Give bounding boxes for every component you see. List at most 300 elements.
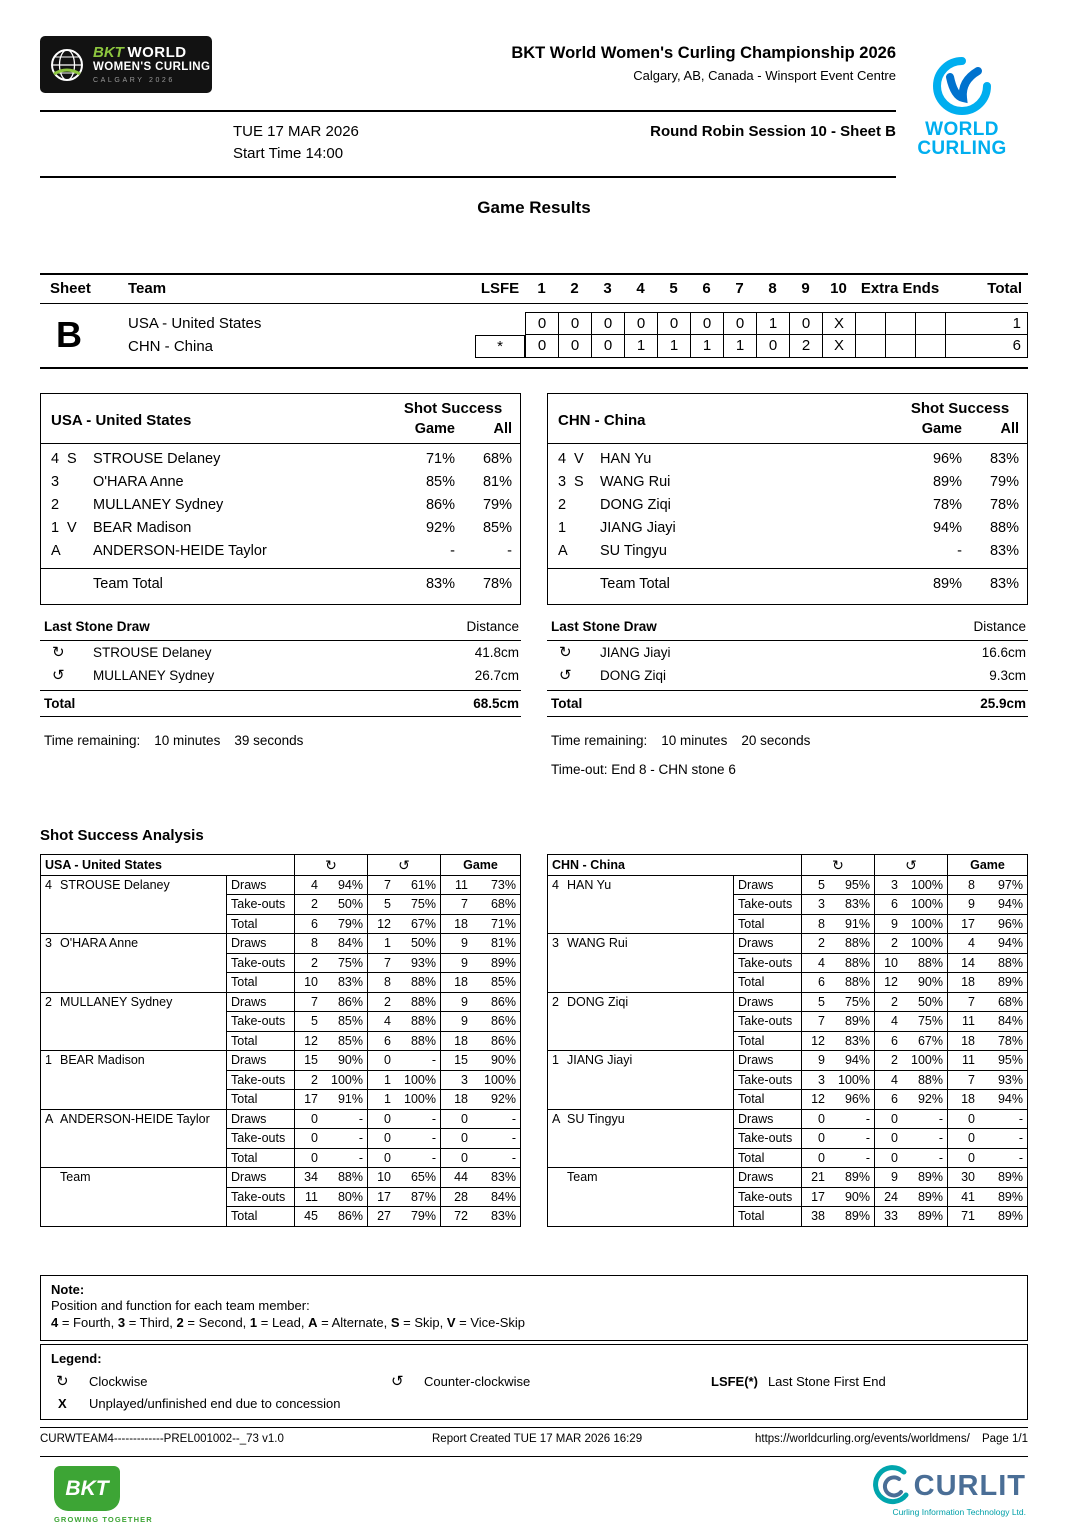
cw-count-cell: 3 bbox=[802, 1071, 828, 1091]
lsd-total-label: Total bbox=[551, 695, 583, 711]
cw-count-cell: 4 bbox=[295, 876, 321, 896]
ccw-count-cell: 1 bbox=[368, 1071, 394, 1091]
shot-category-label: Total bbox=[734, 1090, 802, 1110]
shot-category-label: Total bbox=[734, 973, 802, 993]
bkt-logo-world: WORLD bbox=[127, 44, 187, 62]
distance-label: Distance bbox=[973, 618, 1026, 634]
player-analysis-block bbox=[548, 876, 1027, 935]
game-pct-cell: 95% bbox=[978, 1051, 1027, 1071]
end-score-cell: 0 bbox=[657, 312, 690, 335]
game-count-cell: 7 bbox=[948, 993, 978, 1013]
player-game-pct: 94% bbox=[932, 520, 962, 536]
end-number-header: 1 bbox=[537, 279, 546, 297]
player-game-pct: - bbox=[957, 543, 962, 559]
player-function: S bbox=[67, 451, 77, 467]
team-name: CHN - China bbox=[558, 411, 646, 429]
cw-pct-cell: - bbox=[321, 1110, 368, 1130]
analysis-player-name bbox=[41, 1051, 227, 1110]
shot-category-label: Draws bbox=[227, 1168, 295, 1188]
ccw-count-cell: 0 bbox=[368, 1110, 394, 1130]
time-remaining-minutes: 10 minutes bbox=[661, 732, 728, 748]
last-stone-draw-section bbox=[547, 617, 1028, 717]
ccw-count-cell: 4 bbox=[875, 1071, 901, 1091]
game-count-cell: 0 bbox=[948, 1110, 978, 1130]
player-name: DONG Ziqi bbox=[600, 497, 671, 513]
game-pct-cell: 90% bbox=[471, 1051, 520, 1071]
player-position: 3 bbox=[558, 474, 567, 490]
ccw-count-cell: 7 bbox=[368, 954, 394, 974]
time-remaining-label: Time remaining: bbox=[44, 732, 141, 748]
team-total-label: Team Total bbox=[600, 576, 670, 592]
ccw-pct-cell: 100% bbox=[901, 915, 948, 935]
ccw-count-cell: 10 bbox=[875, 954, 901, 974]
team-column bbox=[547, 393, 1028, 777]
team-name: USA - United States bbox=[51, 411, 192, 429]
extra-end-cell bbox=[855, 312, 885, 335]
ccw-pct-cell: 88% bbox=[394, 993, 441, 1013]
cw-pct-cell: 75% bbox=[321, 954, 368, 974]
analysis-player-name bbox=[548, 1168, 734, 1227]
game-count-cell: 0 bbox=[441, 1110, 471, 1130]
game-count-cell: 71 bbox=[948, 1207, 978, 1227]
player-analysis-block bbox=[548, 1051, 1027, 1110]
team-total-row bbox=[49, 569, 512, 600]
cw-count-cell: 8 bbox=[802, 915, 828, 935]
cw-pct-cell: 100% bbox=[828, 1071, 875, 1091]
player-name: DONG Ziqi bbox=[567, 994, 629, 1009]
lsd-total-row bbox=[547, 690, 1028, 717]
concession-key: X bbox=[58, 1396, 67, 1412]
lsd-row bbox=[547, 664, 1028, 687]
worldcurling-url: https://worldcurling.org/events/worldmens/ bbox=[755, 1433, 970, 1446]
time-remaining-minutes: 10 minutes bbox=[154, 732, 221, 748]
cw-count-cell: 6 bbox=[295, 915, 321, 935]
ccw-count-cell: 24 bbox=[875, 1188, 901, 1208]
end-score-cell: 0 bbox=[789, 312, 822, 335]
game-column-header: Game bbox=[414, 420, 455, 437]
ccw-pct-cell: 79% bbox=[394, 1207, 441, 1227]
counter-clockwise-icon: ↺ bbox=[368, 855, 441, 876]
lsd-player-name: MULLANEY Sydney bbox=[93, 667, 215, 683]
shot-category-label: Take-outs bbox=[734, 1012, 802, 1032]
game-pct-cell: 89% bbox=[978, 973, 1027, 993]
ccw-pct-cell: 67% bbox=[394, 915, 441, 935]
game-count-cell: 9 bbox=[441, 1012, 471, 1032]
game-count-cell: 44 bbox=[441, 1168, 471, 1188]
ccw-count-cell: 12 bbox=[368, 915, 394, 935]
lsfe-column-header: LSFE bbox=[480, 279, 520, 297]
cw-pct-cell: - bbox=[828, 1149, 875, 1169]
counter-clockwise-icon: ↺ bbox=[391, 1373, 404, 1391]
player-position: 3 bbox=[45, 936, 52, 950]
player-row bbox=[556, 448, 1019, 471]
player-row bbox=[49, 471, 512, 494]
cw-pct-cell: 88% bbox=[828, 954, 875, 974]
shot-category-label: Total bbox=[734, 1207, 802, 1227]
lsd-player-name: DONG Ziqi bbox=[600, 667, 667, 683]
curlit-swoosh-icon bbox=[866, 1466, 910, 1506]
cw-pct-cell: 90% bbox=[828, 1188, 875, 1208]
cw-count-cell: 15 bbox=[295, 1051, 321, 1071]
analysis-player-name bbox=[548, 934, 734, 993]
game-pct-cell: 89% bbox=[471, 954, 520, 974]
cw-count-cell: 0 bbox=[802, 1110, 828, 1130]
end-number-header: 6 bbox=[702, 279, 711, 297]
ccw-pct-cell: - bbox=[901, 1129, 948, 1149]
counter-clockwise-label: Counter-clockwise bbox=[424, 1374, 531, 1390]
legend-box bbox=[40, 1344, 1028, 1420]
analysis-team-name: CHN - China bbox=[548, 855, 802, 876]
end-number-header: 7 bbox=[735, 279, 744, 297]
cw-pct-cell: 75% bbox=[828, 993, 875, 1013]
extra-end-cell bbox=[915, 335, 945, 358]
ccw-count-cell: 2 bbox=[875, 1051, 901, 1071]
cw-pct-cell: 83% bbox=[828, 895, 875, 915]
game-pct-cell: 88% bbox=[978, 954, 1027, 974]
game-pct-cell: 93% bbox=[978, 1071, 1027, 1091]
ccw-count-cell: 8 bbox=[368, 973, 394, 993]
game-pct-cell: - bbox=[978, 1129, 1027, 1149]
cw-pct-cell: 91% bbox=[321, 1090, 368, 1110]
cw-pct-cell: - bbox=[828, 1110, 875, 1130]
bkt-logo-womens-curling: WOMEN'S CURLING bbox=[93, 61, 211, 74]
game-count-cell: 3 bbox=[441, 1071, 471, 1091]
game-pct-cell: - bbox=[978, 1149, 1027, 1169]
shot-category-label: Take-outs bbox=[227, 1071, 295, 1091]
game-count-cell: 41 bbox=[948, 1188, 978, 1208]
player-all-pct: 83% bbox=[989, 543, 1019, 559]
game-count-cell: 18 bbox=[441, 1032, 471, 1052]
venue-line: Calgary, AB, Canada - Winsport Event Centre bbox=[633, 68, 896, 83]
cw-count-cell: 34 bbox=[295, 1168, 321, 1188]
game-count-cell: 0 bbox=[441, 1129, 471, 1149]
player-position: 4 bbox=[558, 451, 567, 467]
player-all-pct: 83% bbox=[989, 451, 1019, 467]
player-analysis-block bbox=[41, 993, 520, 1052]
ccw-pct-cell: 100% bbox=[394, 1090, 441, 1110]
cw-count-cell: 0 bbox=[295, 1129, 321, 1149]
game-count-cell: 11 bbox=[441, 876, 471, 896]
team-column-header: Team bbox=[128, 279, 167, 297]
ccw-count-cell: 0 bbox=[875, 1110, 901, 1130]
player-analysis-block bbox=[41, 876, 520, 935]
team-total-game-pct: 83% bbox=[425, 576, 455, 592]
document-id: CURWTEAM4-------------PREL001002--_73 v1.0 bbox=[40, 1433, 284, 1446]
team-panel bbox=[547, 393, 1028, 605]
shot-category-label: Take-outs bbox=[734, 1071, 802, 1091]
end-score-cell: 2 bbox=[789, 335, 822, 358]
cw-pct-cell: 88% bbox=[828, 973, 875, 993]
ccw-pct-cell: 92% bbox=[901, 1090, 948, 1110]
ccw-pct-cell: - bbox=[901, 1110, 948, 1130]
game-pct-cell: 68% bbox=[978, 993, 1027, 1013]
end-score-cell: X bbox=[822, 312, 855, 335]
cw-count-cell: 6 bbox=[802, 973, 828, 993]
player-position: 2 bbox=[51, 497, 60, 513]
score-row bbox=[125, 312, 1028, 335]
game-column-header: Game bbox=[948, 855, 1027, 876]
player-position: A bbox=[45, 1111, 54, 1126]
player-analysis-block bbox=[548, 1168, 1027, 1227]
extra-ends-header: Extra Ends bbox=[860, 279, 940, 297]
game-count-cell: 11 bbox=[948, 1051, 978, 1071]
cw-pct-cell: 83% bbox=[321, 973, 368, 993]
team-total-row bbox=[556, 569, 1019, 600]
cw-pct-cell: 91% bbox=[828, 915, 875, 935]
cw-pct-cell: 85% bbox=[321, 1012, 368, 1032]
cw-pct-cell: - bbox=[321, 1149, 368, 1169]
ccw-count-cell: 27 bbox=[368, 1207, 394, 1227]
cw-count-cell: 0 bbox=[295, 1149, 321, 1169]
cw-pct-cell: 88% bbox=[321, 1168, 368, 1188]
shot-category-label: Total bbox=[227, 1149, 295, 1169]
player-row bbox=[556, 517, 1019, 540]
end-score-cell: 1 bbox=[657, 335, 690, 358]
shot-category-label: Draws bbox=[734, 1051, 802, 1071]
player-name: WANG Rui bbox=[600, 474, 671, 490]
game-pct-cell: 83% bbox=[471, 1168, 520, 1188]
game-count-cell: 7 bbox=[441, 895, 471, 915]
ccw-pct-cell: 67% bbox=[901, 1032, 948, 1052]
sponsor-logos bbox=[40, 1466, 1028, 1524]
team-summary-section bbox=[40, 393, 1028, 777]
ccw-pct-cell: 87% bbox=[394, 1188, 441, 1208]
all-column-header: All bbox=[1000, 420, 1019, 437]
player-row bbox=[49, 540, 512, 563]
lsd-distance: 26.7cm bbox=[474, 667, 519, 683]
score-team-name: USA - United States bbox=[128, 314, 262, 332]
shot-category-label: Take-outs bbox=[227, 1012, 295, 1032]
cw-count-cell: 12 bbox=[295, 1032, 321, 1052]
extra-end-cell bbox=[915, 312, 945, 335]
time-remaining bbox=[547, 733, 1028, 748]
note-box bbox=[40, 1275, 1028, 1342]
cw-pct-cell: 90% bbox=[321, 1051, 368, 1071]
end-score-cell: 0 bbox=[558, 335, 591, 358]
team-total-game-pct: 89% bbox=[932, 576, 962, 592]
game-pct-cell: 89% bbox=[978, 1168, 1027, 1188]
shot-category-label: Take-outs bbox=[227, 1188, 295, 1208]
world-curling-word2: CURLING bbox=[917, 138, 1007, 160]
player-function: S bbox=[574, 474, 584, 490]
game-count-cell: 18 bbox=[948, 1090, 978, 1110]
game-count-cell: 18 bbox=[948, 973, 978, 993]
lsd-row bbox=[40, 664, 521, 687]
end-score-cell: 0 bbox=[723, 312, 756, 335]
game-count-cell: 15 bbox=[441, 1051, 471, 1071]
game-pct-cell: 89% bbox=[978, 1188, 1027, 1208]
analysis-player-name bbox=[548, 1051, 734, 1110]
player-position: 4 bbox=[51, 451, 60, 467]
ccw-count-cell: 2 bbox=[875, 934, 901, 954]
player-name: STROUSE Delaney bbox=[93, 451, 221, 467]
player-function: V bbox=[67, 520, 77, 536]
cw-pct-cell: 79% bbox=[321, 915, 368, 935]
shot-category-label: Draws bbox=[734, 993, 802, 1013]
player-name: MULLANEY Sydney bbox=[60, 994, 173, 1009]
bkt-world-womens-curling-logo bbox=[40, 36, 212, 93]
cw-count-cell: 12 bbox=[802, 1032, 828, 1052]
cw-count-cell: 38 bbox=[802, 1207, 828, 1227]
end-score-cell: 1 bbox=[756, 312, 789, 335]
ccw-count-cell: 6 bbox=[875, 895, 901, 915]
player-analysis-block bbox=[548, 1110, 1027, 1169]
shot-success-label: Shot Success bbox=[403, 399, 503, 417]
ccw-pct-cell: 89% bbox=[901, 1207, 948, 1227]
player-name: HAN Yu bbox=[600, 451, 652, 467]
game-pct-cell: 84% bbox=[471, 1188, 520, 1208]
shot-category-label: Draws bbox=[227, 993, 295, 1013]
player-name: BEAR Madison bbox=[93, 520, 192, 536]
cw-count-cell: 2 bbox=[295, 954, 321, 974]
shot-category-label: Total bbox=[227, 1032, 295, 1052]
note-key-line: 4 = Fourth, 3 = Third, 2 = Second, 1 = Lead, A = Alternate, S = Skip, V = Vice-Skip bbox=[51, 1315, 526, 1331]
cw-count-cell: 2 bbox=[802, 934, 828, 954]
player-position: 2 bbox=[558, 497, 567, 513]
player-name: O'HARA Anne bbox=[93, 474, 184, 490]
ccw-pct-cell: - bbox=[394, 1110, 441, 1130]
bkt-logo-city: CALGARY 2026 bbox=[93, 76, 175, 84]
start-time: Start Time 14:00 bbox=[233, 144, 344, 162]
game-count-cell: 0 bbox=[948, 1129, 978, 1149]
extra-end-cell bbox=[885, 312, 915, 335]
game-pct-cell: 94% bbox=[978, 1090, 1027, 1110]
ccw-count-cell: 6 bbox=[875, 1090, 901, 1110]
shot-category-label: Total bbox=[227, 973, 295, 993]
game-pct-cell: - bbox=[471, 1110, 520, 1130]
bkt-tagline: GROWING TOGETHER bbox=[54, 1515, 153, 1524]
shot-category-label: Take-outs bbox=[227, 954, 295, 974]
shot-category-label: Total bbox=[227, 1090, 295, 1110]
note-title: Note: bbox=[51, 1281, 85, 1297]
game-count-cell: 8 bbox=[948, 876, 978, 896]
divider bbox=[40, 176, 896, 178]
player-row bbox=[556, 540, 1019, 563]
end-score-cell: 0 bbox=[591, 335, 624, 358]
clockwise-label: Clockwise bbox=[89, 1374, 148, 1390]
legend-title: Legend: bbox=[51, 1351, 102, 1367]
analysis-table-header bbox=[41, 855, 520, 876]
player-position: 1 bbox=[552, 1053, 559, 1067]
end-score-cell: 0 bbox=[558, 312, 591, 335]
extra-end-cell bbox=[855, 335, 885, 358]
ccw-pct-cell: 100% bbox=[901, 934, 948, 954]
player-position: A bbox=[558, 543, 568, 559]
team-column bbox=[40, 393, 521, 777]
ccw-pct-cell: 88% bbox=[394, 973, 441, 993]
end-score-cell: 1 bbox=[723, 335, 756, 358]
ccw-pct-cell: 61% bbox=[394, 876, 441, 896]
game-pct-cell: 81% bbox=[471, 934, 520, 954]
shot-category-label: Take-outs bbox=[734, 1188, 802, 1208]
shot-category-label: Total bbox=[227, 915, 295, 935]
rotation-icon: ↺ bbox=[52, 667, 65, 684]
player-row bbox=[49, 517, 512, 540]
game-count-cell: 0 bbox=[948, 1149, 978, 1169]
player-all-pct: 85% bbox=[482, 520, 512, 536]
ccw-pct-cell: 89% bbox=[901, 1188, 948, 1208]
player-analysis-block bbox=[548, 993, 1027, 1052]
player-game-pct: 86% bbox=[425, 497, 455, 513]
game-count-cell: 18 bbox=[441, 973, 471, 993]
cw-count-cell: 5 bbox=[802, 876, 828, 896]
last-stone-draw-label: Last Stone Draw bbox=[44, 618, 150, 634]
player-name: SU Tingyu bbox=[600, 543, 667, 559]
shot-category-label: Draws bbox=[227, 1051, 295, 1071]
shot-category-label: Draws bbox=[734, 876, 802, 896]
shot-category-label: Take-outs bbox=[227, 895, 295, 915]
time-remaining-seconds: 20 seconds bbox=[741, 732, 811, 748]
player-name: Team bbox=[567, 1170, 598, 1184]
player-analysis-block bbox=[548, 934, 1027, 993]
ccw-pct-cell: 75% bbox=[394, 895, 441, 915]
cw-count-cell: 3 bbox=[802, 895, 828, 915]
ccw-count-cell: 5 bbox=[368, 895, 394, 915]
cw-count-cell: 10 bbox=[295, 973, 321, 993]
game-count-cell: 18 bbox=[948, 1032, 978, 1052]
divider bbox=[40, 1456, 1028, 1457]
game-count-cell: 17 bbox=[948, 915, 978, 935]
cw-pct-cell: 83% bbox=[828, 1032, 875, 1052]
session-title: Round Robin Session 10 - Sheet B bbox=[650, 123, 896, 140]
cw-pct-cell: 100% bbox=[321, 1071, 368, 1091]
end-number-header: 10 bbox=[830, 279, 847, 297]
player-position: 1 bbox=[45, 1053, 52, 1067]
cw-count-cell: 17 bbox=[802, 1188, 828, 1208]
ccw-count-cell: 7 bbox=[368, 876, 394, 896]
cw-pct-cell: 95% bbox=[828, 876, 875, 896]
game-pct-cell: 100% bbox=[471, 1071, 520, 1091]
end-number-header: 2 bbox=[570, 279, 579, 297]
player-all-pct: 79% bbox=[989, 474, 1019, 490]
player-game-pct: 85% bbox=[425, 474, 455, 490]
analysis-player-name bbox=[41, 876, 227, 935]
cw-pct-cell: 89% bbox=[828, 1012, 875, 1032]
player-game-pct: 92% bbox=[425, 520, 455, 536]
end-score-cell: 1 bbox=[690, 335, 723, 358]
player-name: ANDERSON-HEIDE Taylor bbox=[93, 543, 267, 559]
cw-pct-cell: 96% bbox=[828, 1090, 875, 1110]
game-count-cell: 9 bbox=[441, 954, 471, 974]
player-name: HAN Yu bbox=[567, 877, 612, 892]
score-team-name: CHN - China bbox=[128, 337, 214, 355]
player-position: 1 bbox=[558, 520, 567, 536]
ccw-pct-cell: - bbox=[901, 1149, 948, 1169]
cw-count-cell: 4 bbox=[802, 954, 828, 974]
game-count-cell: 18 bbox=[441, 1090, 471, 1110]
ccw-pct-cell: - bbox=[394, 1149, 441, 1169]
world-curling-logo bbox=[896, 36, 1028, 178]
game-pct-cell: 86% bbox=[471, 1012, 520, 1032]
analysis-table-header bbox=[548, 855, 1027, 876]
game-pct-cell: 86% bbox=[471, 1032, 520, 1052]
scoreboard-header bbox=[40, 275, 1028, 304]
concession-label: Unplayed/unfinished end due to concession bbox=[89, 1396, 341, 1412]
game-column-header: Game bbox=[441, 855, 520, 876]
game-count-cell: 7 bbox=[948, 1071, 978, 1091]
player-analysis-block bbox=[41, 1110, 520, 1169]
shot-category-label: Draws bbox=[734, 1110, 802, 1130]
ccw-pct-cell: 100% bbox=[901, 1051, 948, 1071]
player-row bbox=[49, 494, 512, 517]
end-score-cell: 0 bbox=[756, 335, 789, 358]
cw-count-cell: 7 bbox=[295, 993, 321, 1013]
last-stone-draw-label: Last Stone Draw bbox=[551, 618, 657, 634]
shot-category-label: Take-outs bbox=[227, 1129, 295, 1149]
player-name: ANDERSON-HEIDE Taylor bbox=[60, 1111, 210, 1126]
lsd-total-row bbox=[40, 690, 521, 717]
analysis-section bbox=[40, 854, 1028, 1227]
